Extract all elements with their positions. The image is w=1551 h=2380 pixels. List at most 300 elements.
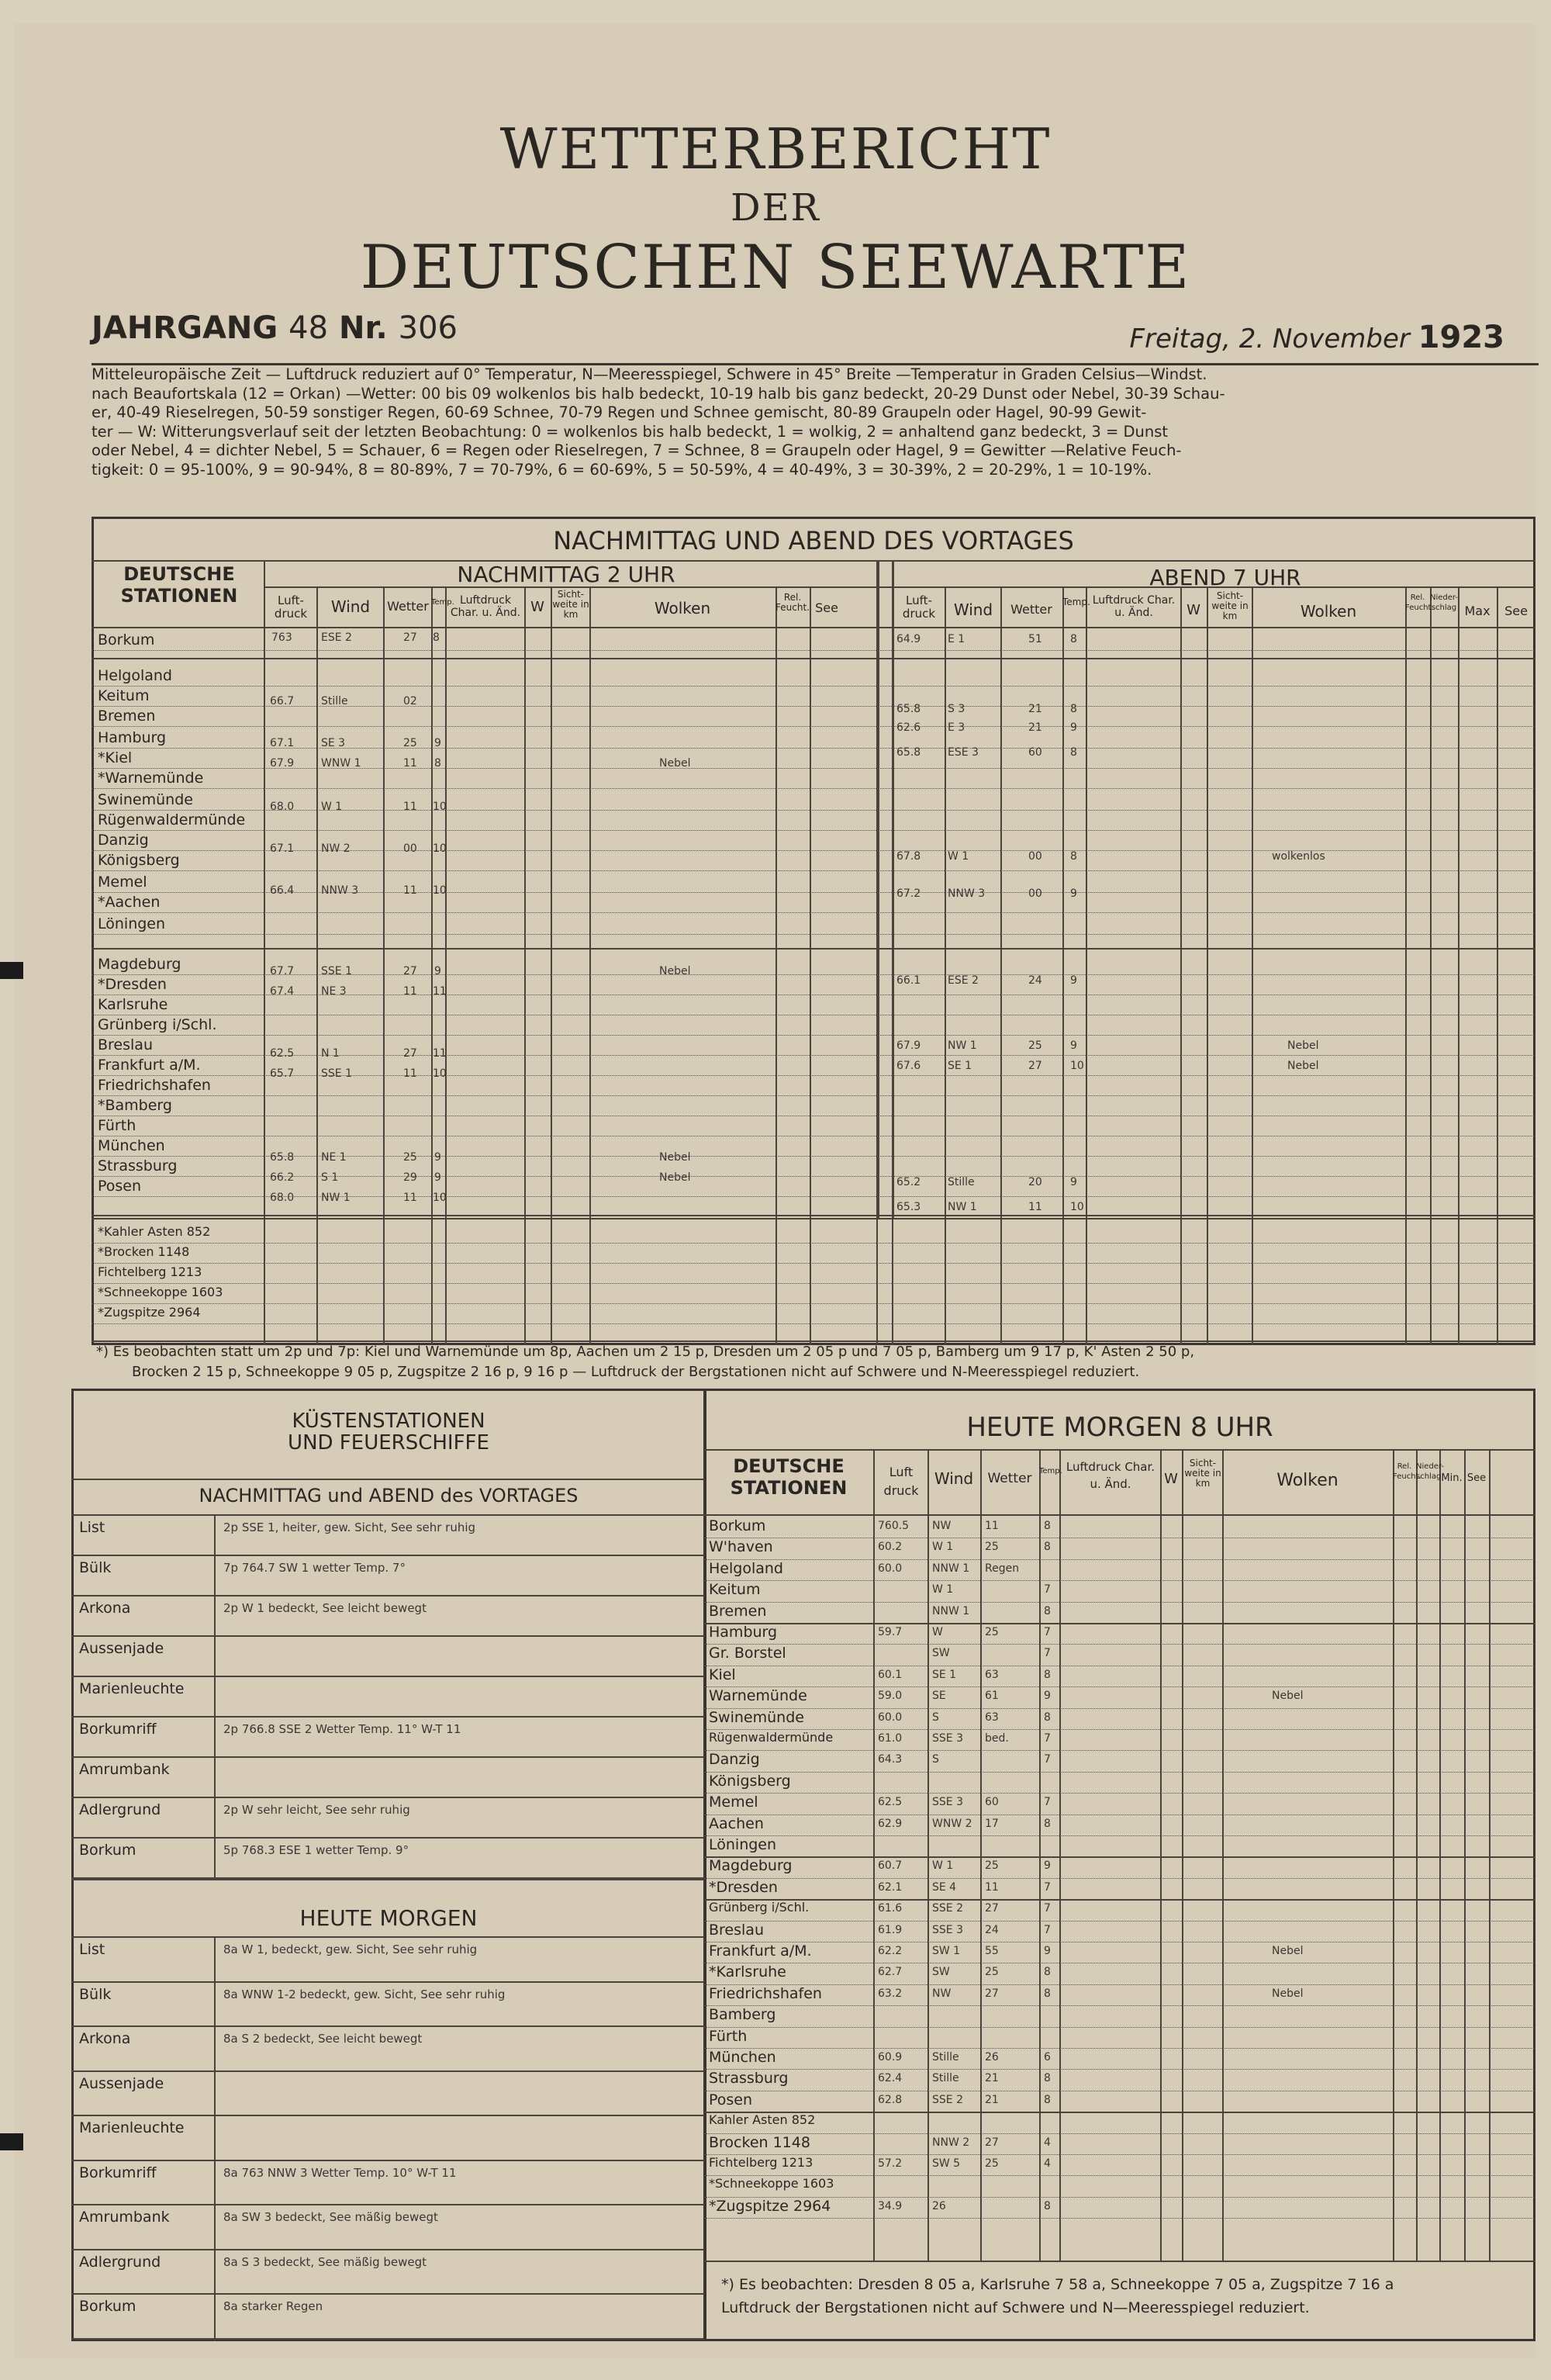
coast-station-name: Adlergrund [79, 2253, 161, 2271]
coast-row-rule [71, 1676, 706, 1677]
coast-station-note: 8a W 1, bedeckt, gew. Sicht, See sehr ruhig [223, 1942, 478, 1956]
morning-value: 9 [1044, 1945, 1051, 1957]
station-name: Breslau [98, 1036, 153, 1053]
morning-value: SW 5 [932, 2157, 961, 2170]
morning-value: 63.2 [878, 1987, 903, 2000]
legend-line: tigkeit: 0 = 95-100%, 9 = 90-94%, 8 = 80-89%, 7 = 70-79%, 6 = 60-69%, 5 = 50-59%, 4 = 40-49%, 3 = 30-39%, 2 = 20-29%, 1 = 10-19%. [92, 460, 1152, 479]
value: 10 [433, 884, 447, 897]
value: W 1 [948, 850, 969, 863]
top-table-frame [92, 517, 1535, 1345]
coast-station-name: List [79, 1941, 105, 1958]
morning-value: NW [932, 1987, 952, 2000]
morning-station-name: Grünberg i/Schl. [709, 1900, 810, 1915]
value: 11 [403, 1067, 417, 1080]
row-rule [92, 934, 1535, 935]
value: Nebel [659, 757, 691, 770]
morning-group-rule [704, 1623, 1535, 1624]
morning-row-rule [704, 1580, 1535, 1581]
morning-value: 8 [1044, 1520, 1051, 1532]
col-sicht-eve: Sicht-weite in km [1211, 590, 1249, 621]
morning-station-name: Brocken 1148 [709, 2133, 810, 2151]
col-temp: Temp. [431, 598, 454, 607]
value: 25 [403, 1151, 417, 1164]
morning-station-name: Friedrichshafen [709, 1984, 822, 2002]
value: 65.8 [270, 1151, 295, 1164]
morning-value: SW 1 [932, 1945, 961, 1957]
value: 10 [1070, 1201, 1084, 1213]
morning-row-rule [704, 2133, 1535, 2134]
value: Nebel [659, 1171, 691, 1184]
value: 64.9 [896, 633, 921, 645]
value: 10 [433, 842, 447, 855]
coast-morning-title: HEUTE MORGEN [299, 1905, 478, 1931]
coast-row-rule [71, 2115, 706, 2116]
morning-value: 61 [985, 1690, 999, 1703]
station-name: Helgoland [98, 667, 172, 684]
morning-value: 760.5 [878, 1520, 910, 1532]
value: E 3 [948, 721, 965, 734]
station-name: Grünberg i/Schl. [98, 1016, 217, 1033]
value: 8 [1070, 850, 1077, 863]
morning-value: 25 [985, 1541, 999, 1554]
morning-value: W 1 [932, 1859, 954, 1873]
morning-value: 62.4 [878, 2072, 903, 2085]
morning-value: Regen [985, 1562, 1020, 1575]
value: SE 3 [321, 737, 346, 749]
morning-row-rule [704, 2154, 1535, 2155]
coast-station-note: 7p 764.7 SW 1 wetter Temp. 7° [223, 1561, 406, 1575]
morning-value: 8 [1044, 1541, 1051, 1554]
value: 9 [434, 1151, 441, 1164]
morning-value: 62.9 [878, 1817, 903, 1830]
value: 20 [1028, 1176, 1042, 1188]
station-name: Keitum [98, 687, 150, 704]
value: 9 [1070, 887, 1077, 900]
morning-station-name: München [709, 2049, 776, 2066]
morning-value: 7 [1044, 1732, 1051, 1745]
morning-value: SSE 3 [932, 1923, 963, 1936]
morning-value: 7 [1044, 1647, 1051, 1660]
value: 68.0 [270, 801, 295, 813]
morning-station-name: W'haven [709, 1538, 773, 1556]
value: 62.5 [270, 1047, 295, 1060]
row-rule [92, 870, 1535, 871]
value: 65.3 [896, 1201, 921, 1213]
morning-group-rule [704, 1856, 1535, 1858]
m-col-wind: Wind [934, 1469, 974, 1488]
morning-station-name: Kahler Asten 852 [709, 2112, 816, 2128]
morning-value: 4 [1044, 2157, 1051, 2170]
morning-value: W [932, 1626, 943, 1638]
top-table-title: NACHMITTAG UND ABEND DES VORTAGES [553, 526, 1074, 555]
value: ESE 2 [321, 631, 352, 644]
nachmittag-title: NACHMITTAG 2 UHR [457, 562, 675, 587]
coast-row-rule [71, 2249, 706, 2250]
coast-station-name: Borkumriff [79, 1721, 157, 1738]
value: 11 [403, 985, 417, 998]
date-year: 1923 [1418, 320, 1504, 355]
coast-station-name: Borkum [79, 2298, 136, 2315]
m-col-temp: Temp. [1039, 1467, 1062, 1475]
value: 11 [403, 1192, 417, 1204]
coast-station-note: 8a 763 NNW 3 Wetter Temp. 10° W-T 11 [223, 2165, 457, 2180]
morning-station-name: Memel [709, 1794, 758, 1811]
coast-station-note: 2p W sehr leicht, See sehr ruhig [223, 1803, 410, 1817]
value: Stille [321, 695, 348, 707]
value: NE 1 [321, 1151, 347, 1164]
morning-station-name: Posen [709, 2091, 753, 2108]
morning-value: SE 1 [932, 1668, 957, 1681]
legend-line: oder Nebel, 4 = dichter Nebel, 5 = Schauer, 6 = Regen oder Rieselregen, 7 = Schnee, 8 = Graupeln oder Hagel, 9 = Gewitter —Relative Feuch- [92, 441, 1182, 459]
morning-value: NNW 1 [932, 1562, 970, 1575]
station-name: *Aachen [98, 894, 161, 911]
col-luftdruck-eve: Luft-druck [902, 593, 936, 621]
morning-value: 27 [985, 1987, 999, 2000]
value: 67.9 [270, 757, 295, 770]
morning-row-rule [704, 1984, 1535, 1985]
value: wolkenlos [1272, 850, 1325, 863]
value: 10 [1070, 1060, 1084, 1072]
morning-station-name: Swinemünde [709, 1708, 804, 1726]
coast-station-name: Arkona [79, 2030, 131, 2047]
value: NW 1 [948, 1040, 977, 1052]
row-rule [92, 686, 1535, 687]
morning-value: 63 [985, 1711, 999, 1724]
coast-station-name: Marienleuchte [79, 1680, 185, 1697]
col-max-eve: Max [1464, 604, 1491, 618]
value: 11 [403, 884, 417, 897]
morning-value: 11 [985, 1880, 999, 1894]
value: 66.2 [270, 1171, 295, 1184]
morning-value: 7 [1044, 1753, 1051, 1766]
coast-station-name: Amrumbank [79, 2209, 170, 2226]
m-col-sicht: Sicht-weite in km [1184, 1458, 1221, 1489]
station-name: *Dresden [98, 976, 167, 993]
station-name: *Kahler Asten 852 [98, 1224, 211, 1239]
value: S 3 [948, 703, 965, 715]
morning-value: Stille [932, 2072, 959, 2085]
row-rule [92, 1263, 1535, 1264]
morning-row-rule [704, 1793, 1535, 1794]
col-wolken-eve: Wolken [1300, 602, 1357, 621]
value: W 1 [321, 801, 343, 813]
morning-station-name: *Dresden [709, 1878, 778, 1896]
morning-value: 60.9 [878, 2051, 903, 2063]
morning-footnote-1: *) Es beobachten: Dresden 8 05 a, Karlsruhe 7 58 a, Schneekoppe 7 05 a, Zugspitze 7 16 a [721, 2276, 1394, 2293]
issue-line [92, 310, 458, 346]
morning-value: SE [932, 1690, 946, 1703]
value: 24 [1028, 974, 1042, 987]
value: 10 [433, 801, 447, 813]
morning-value: 8 [1044, 1966, 1051, 1979]
value: 67.6 [896, 1060, 921, 1072]
m-col-rel: Rel. Feucht. [1393, 1462, 1421, 1481]
col-wetter: Wetter [387, 599, 429, 614]
row-rule [92, 1303, 1535, 1304]
title-deutschen-seewarte: DEUTSCHEN SEEWARTE [360, 233, 1191, 303]
morning-row-rule [704, 1644, 1535, 1645]
morning-row-rule [704, 1835, 1535, 1836]
row-rule [92, 1156, 1535, 1157]
row-rule [92, 810, 1535, 811]
value: 02 [403, 695, 417, 707]
morning-value: SSE 3 [932, 1796, 963, 1809]
value: NW 2 [321, 842, 351, 855]
value: Stille [948, 1176, 975, 1188]
issue-date [1129, 320, 1504, 355]
row-rule [92, 650, 1535, 651]
morning-value: 17 [985, 1817, 999, 1830]
title-der: DER [731, 186, 820, 230]
col-w-eve: W [1187, 602, 1200, 618]
morning-row-rule [704, 1921, 1535, 1922]
morning-value: 8 [1044, 2072, 1051, 2085]
morning-value: 21 [985, 2072, 999, 2085]
morning-value: SSE 3 [932, 1732, 963, 1745]
station-name: Bremen [98, 707, 156, 725]
value: 9 [1070, 1040, 1077, 1052]
coast-station-name: Borkum [79, 1842, 136, 1859]
morning-value: 6 [1044, 2051, 1051, 2063]
morning-value: S [932, 1711, 939, 1724]
value: 9 [1070, 1176, 1077, 1188]
station-name: Memel [98, 873, 147, 891]
morning-value: 62.8 [878, 2093, 903, 2106]
morning-value: 57.2 [878, 2157, 903, 2170]
morning-value: W 1 [932, 1541, 954, 1554]
morning-row-rule [704, 1814, 1535, 1815]
morning-station-name: Fürth [709, 2027, 748, 2045]
col-wind-eve: Wind [953, 600, 993, 619]
value: 29 [403, 1171, 417, 1184]
row-rule [92, 1243, 1535, 1244]
value: 10 [433, 1067, 447, 1080]
coast-station-note: 8a SW 3 bedeckt, See mäßig bewegt [223, 2210, 438, 2224]
morning-value: 27 [985, 2136, 999, 2149]
morning-value: 25 [985, 1859, 999, 1873]
morning-value: 7 [1044, 1902, 1051, 1915]
morning-value: W 1 [932, 1583, 954, 1596]
coast-station-name: Bülk [79, 1985, 112, 2003]
morning-value: 4 [1044, 2136, 1051, 2149]
station-name: Frankfurt a/M. [98, 1057, 201, 1074]
station-name: *Warnemünde [98, 770, 204, 787]
morning-value: SSE 2 [932, 2093, 963, 2106]
value: 65.8 [896, 746, 921, 759]
morning-value: 34.9 [878, 2199, 903, 2212]
morning-station-name: Bamberg [709, 2006, 776, 2024]
morning-station-name: Breslau [709, 1921, 764, 1939]
morning-row-rule [704, 1750, 1535, 1751]
row-rule [92, 1323, 1535, 1324]
morning-stations-header [707, 1455, 870, 1499]
morning-value: 60.7 [878, 1859, 903, 1873]
value: 27 [1028, 1060, 1042, 1072]
punch-mark-top [0, 962, 23, 979]
value: NE 3 [321, 985, 347, 998]
legend-line: er, 40-49 Rieselregen, 50-59 sonstiger Regen, 60-69 Schnee, 70-79 Regen und Schnee gemischt, 80-89 Graupeln oder Hagel, 90-99 Gewit- [92, 403, 1147, 421]
coast-row-rule [71, 1555, 706, 1556]
morning-nebel: Nebel [1272, 1987, 1304, 2000]
morning-station-name: Frankfurt a/M. [709, 1942, 812, 1960]
morning-row-rule [704, 2048, 1535, 2049]
morning-value: 11 [985, 1520, 999, 1532]
station-name: Löningen [98, 915, 166, 932]
value: ESE 3 [948, 746, 979, 759]
coast-station-name: Bülk [79, 1559, 112, 1576]
value: 8 [1070, 633, 1077, 645]
value: 11 [403, 801, 417, 813]
m-col-w: W [1164, 1471, 1178, 1487]
col-aend-eve: Luftdruck Char. u. Änd. [1092, 594, 1176, 619]
value: 65.7 [270, 1067, 295, 1080]
coast-row-rule [71, 2293, 706, 2295]
morning-station-name: Aachen [709, 1814, 764, 1832]
row-rule [92, 788, 1535, 789]
morning-value: S [932, 1753, 939, 1766]
coast-station-note: 2p 766.8 SSE 2 Wetter Temp. 11° W-T 11 [223, 1722, 461, 1736]
morning-value: bed. [985, 1732, 1009, 1745]
value: 8 [433, 631, 440, 644]
coast-station-name: Aussenjade [79, 1640, 164, 1657]
morning-value: NNW 1 [932, 1604, 970, 1617]
legend-text [92, 363, 1539, 517]
col-luftdruck: Luft-druck [274, 593, 308, 621]
value: 21 [1028, 721, 1042, 734]
station-name: Friedrichshafen [98, 1077, 211, 1094]
row-rule [92, 706, 1535, 707]
morning-row-rule [704, 2027, 1535, 2028]
station-name: Borkum [98, 631, 155, 649]
morning-group-rule [704, 2112, 1535, 2113]
legend-line: nach Beaufortskala (12 = Orkan) —Wetter: 00 bis 09 wolkenlos bis halb bedeckt, 10-19 halb bis ganz bedeckt, 20-29 Dunst oder Nebel, 30-39 Schau- [92, 384, 1225, 403]
morning-value: 7 [1044, 1880, 1051, 1894]
coast-station-name: Adlergrund [79, 1801, 161, 1818]
morning-value: 26 [932, 2199, 946, 2212]
coast-row-rule [71, 2025, 706, 2027]
value: 60 [1028, 746, 1042, 759]
morning-value: 61.0 [878, 1732, 903, 1745]
coast-title-text: KÜSTENSTATIONEN UND FEUERSCHIFFE [288, 1410, 489, 1455]
coast-station-name: List [79, 1519, 105, 1536]
morning-value: 8 [1044, 1604, 1051, 1617]
morning-value: 64.3 [878, 1753, 903, 1766]
col-wetter-eve: Wetter [1010, 602, 1052, 617]
morning-station-name: *Karlsruhe [709, 1963, 786, 1981]
station-name: Danzig [98, 832, 149, 849]
coast-title [71, 1410, 706, 1454]
value: E 1 [948, 633, 965, 645]
morning-title: HEUTE MORGEN 8 UHR [966, 1412, 1273, 1443]
row-rule [92, 726, 1535, 727]
m-col-min: Min. [1441, 1472, 1463, 1484]
coast-row-rule [71, 1837, 706, 1839]
value: 67.9 [896, 1040, 921, 1052]
morning-group-rule [704, 1899, 1535, 1901]
morning-station-name: Hamburg [709, 1624, 778, 1641]
value: 9 [434, 965, 441, 977]
coast-station-note: 8a S 3 bedeckt, See mäßig bewegt [223, 2254, 427, 2269]
row-rule [92, 1095, 1535, 1096]
morning-value: 7 [1044, 1626, 1051, 1638]
row-rule [92, 830, 1535, 831]
station-name: *Kiel [98, 749, 133, 766]
coast-row-rule [71, 1797, 706, 1798]
value: 67.4 [270, 985, 295, 998]
value: 9 [1070, 721, 1077, 734]
value: 67.8 [896, 850, 921, 863]
col-nieder-eve: Nieder-schlag [1430, 593, 1458, 612]
morning-value: 25 [985, 1966, 999, 1979]
morning-nebel: Nebel [1272, 1945, 1304, 1957]
value: Nebel [659, 965, 691, 977]
station-name: Fürth [98, 1117, 136, 1134]
value: WNW 1 [321, 757, 361, 770]
morning-station-name: Löningen [709, 1836, 777, 1853]
morning-value: 59.0 [878, 1690, 903, 1703]
value: 25 [403, 737, 417, 749]
value: 66.4 [270, 884, 295, 897]
morning-value: SSE 2 [932, 1902, 963, 1915]
m-col-wolken: Wolken [1276, 1471, 1339, 1490]
value: 25 [1028, 1040, 1042, 1052]
coast-station-note: 2p W 1 bedeckt, See leicht bewegt [223, 1601, 427, 1615]
jahrgang-value: 48 [288, 310, 329, 346]
group-rule [92, 1215, 1535, 1216]
morning-value: SW [932, 1966, 950, 1979]
morning-value: 60 [985, 1796, 999, 1809]
value: 00 [403, 842, 417, 855]
morning-value: WNW 2 [932, 1817, 972, 1830]
morning-value: NW [932, 1520, 952, 1532]
row-rule [92, 912, 1535, 913]
morning-row-rule [704, 1878, 1535, 1879]
morning-value: 55 [985, 1945, 999, 1957]
col-see: See [815, 600, 838, 615]
value: 11 [433, 985, 447, 998]
coast-station-note: 8a starker Regen [223, 2299, 323, 2313]
morning-value: 8 [1044, 1668, 1051, 1681]
value: 10 [433, 1192, 447, 1204]
stations-header [98, 563, 261, 607]
coast-row-rule [71, 1635, 706, 1637]
value: 51 [1028, 633, 1042, 645]
morning-station-name: *Schneekoppe 1603 [709, 2176, 834, 2191]
value: 67.7 [270, 965, 295, 977]
morning-value: 27 [985, 1902, 999, 1915]
value: 65.2 [896, 1176, 921, 1188]
value: Nebel [1287, 1040, 1319, 1052]
coast-station-name: Marienleuchte [79, 2119, 185, 2136]
coast-station-note: 2p SSE 1, heiter, gew. Sicht, See sehr ruhig [223, 1520, 476, 1534]
morning-station-name: Helgoland [709, 1559, 783, 1577]
station-name: Rügenwaldermünde [98, 811, 246, 829]
jahrgang-label: JAHRGANG [92, 310, 278, 346]
row-rule [92, 892, 1535, 893]
coast-row-rule [71, 1716, 706, 1718]
morning-value: 7 [1044, 1923, 1051, 1936]
morning-value: 25 [985, 1626, 999, 1638]
value: 21 [1028, 703, 1042, 715]
value: S 1 [321, 1171, 339, 1184]
m-col-luftdruck: Luft druck [883, 1465, 919, 1498]
coast-station-note: 5p 768.3 ESE 1 wetter Temp. 9° [223, 1843, 409, 1857]
morning-row-rule [704, 2005, 1535, 2006]
station-name: Magdeburg [98, 956, 181, 973]
row-rule [92, 1035, 1535, 1036]
morning-row-rule [704, 1708, 1535, 1709]
legend-line: ter — W: Witterungsverlauf seit der letzten Beobachtung: 0 = wolkenlos bis halb bedeckt, 1 = wolkig, 2 = anhaltend ganz bedeckt, 3 = Dunst [92, 422, 1169, 441]
